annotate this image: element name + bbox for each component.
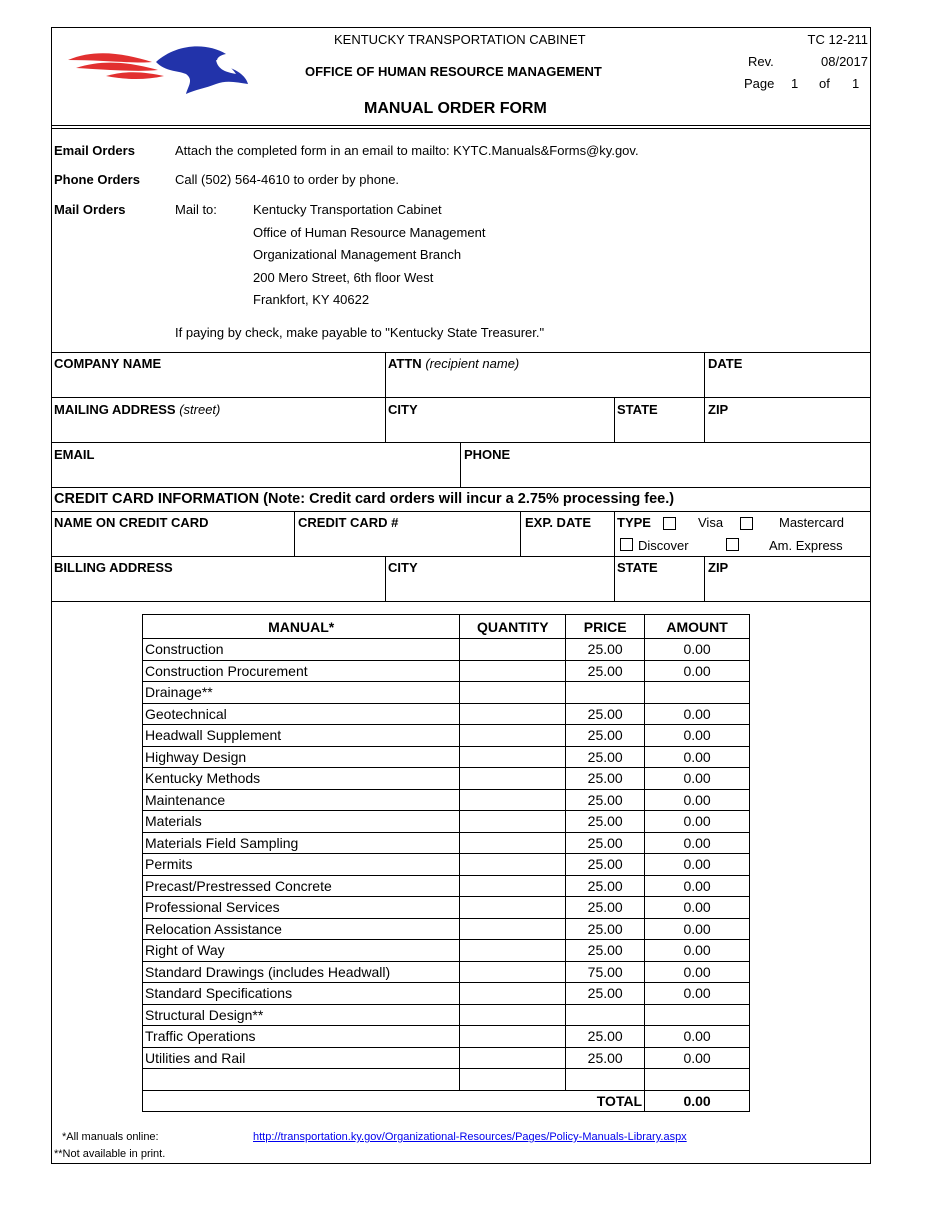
price-cell: 25.00 <box>566 768 645 790</box>
quantity-input-cell[interactable] <box>460 875 566 897</box>
price-cell: 25.00 <box>566 918 645 940</box>
grid-line <box>460 442 461 487</box>
table-row <box>143 1069 750 1091</box>
amount-cell <box>645 682 750 704</box>
table-row <box>143 875 750 897</box>
state-field[interactable]: STATE <box>617 402 658 417</box>
manual-name-cell: Construction <box>143 639 460 661</box>
attn-label: ATTN <box>388 356 422 371</box>
grid-line <box>51 397 871 398</box>
table-row <box>143 768 750 790</box>
price-cell <box>566 682 645 704</box>
header-divider <box>51 125 871 126</box>
grid-line <box>704 556 705 601</box>
grid-line <box>51 487 871 488</box>
total-row <box>143 1090 750 1112</box>
billing-state-field[interactable]: STATE <box>617 560 658 575</box>
kytc-logo-icon <box>66 40 250 96</box>
mail-to-label: Mail to: <box>175 202 217 217</box>
manual-name-cell: Construction Procurement <box>143 660 460 682</box>
discover-label: Discover <box>638 538 689 553</box>
attn-note: (recipient name) <box>425 356 520 371</box>
billing-city-field[interactable]: CITY <box>388 560 418 575</box>
grid-line <box>385 556 386 601</box>
amount-cell: 0.00 <box>645 639 750 661</box>
email-field[interactable]: EMAIL <box>54 447 95 462</box>
price-cell: 25.00 <box>566 725 645 747</box>
grid-line <box>704 352 705 442</box>
manual-name-cell: Utilities and Rail <box>143 1047 460 1069</box>
mastercard-label: Mastercard <box>779 515 845 530</box>
mail-orders-label: Mail Orders <box>54 202 126 217</box>
amount-cell: 0.00 <box>645 768 750 790</box>
grid-line <box>51 511 871 512</box>
quantity-input-cell[interactable] <box>460 918 566 940</box>
manual-column-header: MANUAL* <box>143 615 460 639</box>
price-cell: 25.00 <box>566 1047 645 1069</box>
check-note: If paying by check, make payable to "Kentucky State Treasurer." <box>175 325 545 340</box>
address-line: Organizational Management Branch <box>253 247 462 262</box>
price-cell <box>566 1004 645 1026</box>
table-row <box>143 961 750 983</box>
manual-name-cell: Kentucky Methods <box>143 768 460 790</box>
mailing-address-label: MAILING ADDRESS <box>54 402 176 417</box>
amount-cell: 0.00 <box>645 1026 750 1048</box>
table-row <box>143 983 750 1005</box>
amount-cell: 0.00 <box>645 983 750 1005</box>
agency-name: KENTUCKY TRANSPORTATION CABINET <box>334 32 586 47</box>
of-label: of <box>819 76 830 91</box>
amount-column-header: AMOUNT <box>645 615 750 639</box>
table-row <box>143 854 750 876</box>
amount-cell: 0.00 <box>645 703 750 725</box>
quantity-input-cell[interactable] <box>460 639 566 661</box>
quantity-input-cell[interactable] <box>460 768 566 790</box>
phone-orders-text: Call (502) 564-4610 to order by phone. <box>175 172 400 187</box>
grid-line <box>385 352 386 442</box>
price-cell: 25.00 <box>566 811 645 833</box>
online-note: *All manuals online: <box>62 1131 159 1143</box>
price-cell: 25.00 <box>566 875 645 897</box>
name-on-card-field[interactable]: NAME ON CREDIT CARD <box>54 515 209 530</box>
amount-cell: 0.00 <box>645 725 750 747</box>
amount-cell: 0.00 <box>645 918 750 940</box>
quantity-input-cell[interactable] <box>460 682 566 704</box>
quantity-input-cell[interactable] <box>460 832 566 854</box>
mailing-address-note: (street) <box>179 402 221 417</box>
price-cell: 25.00 <box>566 983 645 1005</box>
manual-name-cell: Standard Specifications <box>143 983 460 1005</box>
office-name: OFFICE OF HUMAN RESOURCE MANAGEMENT <box>305 64 602 79</box>
visa-label: Visa <box>698 515 724 530</box>
manual-name-cell: Maintenance <box>143 789 460 811</box>
table-row <box>143 746 750 768</box>
table-row <box>143 789 750 811</box>
table-row <box>143 660 750 682</box>
company-name-field[interactable]: COMPANY NAME <box>54 356 162 371</box>
manual-name-cell: Standard Drawings (includes Headwall) <box>143 961 460 983</box>
page-number: 1 <box>791 76 799 91</box>
discover-checkbox[interactable] <box>620 538 633 551</box>
amount-cell: 0.00 <box>645 961 750 983</box>
zip-field[interactable]: ZIP <box>708 402 729 417</box>
table-row <box>143 682 750 704</box>
table-row <box>143 832 750 854</box>
amount-cell: 0.00 <box>645 940 750 962</box>
amount-cell <box>645 1004 750 1026</box>
quantity-input-cell[interactable] <box>460 854 566 876</box>
grid-line <box>51 442 871 443</box>
table-row <box>143 639 750 661</box>
quantity-column-header: QUANTITY <box>460 615 566 639</box>
price-cell: 25.00 <box>566 1026 645 1048</box>
city-field[interactable]: CITY <box>388 402 418 417</box>
price-cell: 25.00 <box>566 703 645 725</box>
mailing-address-field[interactable] <box>54 402 220 417</box>
quantity-input-cell[interactable] <box>460 1069 566 1091</box>
quantity-input-cell[interactable] <box>460 961 566 983</box>
phone-orders-label: Phone Orders <box>54 172 140 187</box>
quantity-input-cell[interactable] <box>460 703 566 725</box>
amount-cell: 0.00 <box>645 746 750 768</box>
table-header-row <box>143 615 750 639</box>
price-cell: 25.00 <box>566 746 645 768</box>
manual-name-cell <box>143 1069 460 1091</box>
manuals-library-link[interactable]: http://transportation.ky.gov/Organizational-Resources/Pages/Policy-Manuals-Library.aspx <box>253 1131 687 1143</box>
amount-cell: 0.00 <box>645 789 750 811</box>
manual-name-cell: Drainage** <box>143 682 460 704</box>
amount-cell <box>645 1069 750 1091</box>
rev-date: 08/2017 <box>821 54 868 69</box>
print-note: **Not available in print. <box>54 1148 166 1160</box>
manual-name-cell: Geotechnical <box>143 703 460 725</box>
table-row <box>143 1026 750 1048</box>
grid-line <box>51 352 871 353</box>
amount-cell: 0.00 <box>645 811 750 833</box>
page-title: MANUAL ORDER FORM <box>364 100 547 117</box>
manual-name-cell: Traffic Operations <box>143 1026 460 1048</box>
rev-label: Rev. <box>748 54 774 69</box>
quantity-input-cell[interactable] <box>460 1026 566 1048</box>
header-divider-2 <box>51 128 871 129</box>
address-line: Frankfort, KY 40622 <box>253 292 370 307</box>
address-line: Office of Human Resource Management <box>253 225 486 240</box>
price-cell: 25.00 <box>566 639 645 661</box>
card-number-field[interactable]: CREDIT CARD # <box>298 515 399 530</box>
address-line: Kentucky Transportation Cabinet <box>253 202 442 217</box>
grid-line <box>51 601 871 602</box>
manual-name-cell: Headwall Supplement <box>143 725 460 747</box>
visa-checkbox[interactable] <box>663 517 676 530</box>
table-row <box>143 1004 750 1026</box>
price-cell: 25.00 <box>566 789 645 811</box>
grid-line <box>294 511 295 556</box>
manual-name-cell: Professional Services <box>143 897 460 919</box>
quantity-input-cell[interactable] <box>460 660 566 682</box>
manual-name-cell: Relocation Assistance <box>143 918 460 940</box>
amount-cell: 0.00 <box>645 1047 750 1069</box>
manual-name-cell: Right of Way <box>143 940 460 962</box>
manual-name-cell: Structural Design** <box>143 1004 460 1026</box>
table-row <box>143 897 750 919</box>
amex-label: Am. Express <box>769 538 843 553</box>
price-cell: 25.00 <box>566 832 645 854</box>
quantity-input-cell[interactable] <box>460 725 566 747</box>
quantity-input-cell[interactable] <box>460 811 566 833</box>
price-cell: 25.00 <box>566 940 645 962</box>
manual-name-cell: Highway Design <box>143 746 460 768</box>
billing-address-field[interactable]: BILLING ADDRESS <box>54 560 173 575</box>
email-orders-label: Email Orders <box>54 143 135 158</box>
price-cell: 25.00 <box>566 897 645 919</box>
card-type-label: TYPE <box>617 515 651 530</box>
page-label: Page <box>744 76 775 91</box>
manual-name-cell: Materials <box>143 811 460 833</box>
quantity-input-cell[interactable] <box>460 983 566 1005</box>
address-line: 200 Mero Street, 6th floor West <box>253 270 434 285</box>
total-label: TOTAL <box>143 1090 645 1112</box>
manuals-table <box>142 614 750 1112</box>
table-row <box>143 918 750 940</box>
billing-zip-field[interactable]: ZIP <box>708 560 729 575</box>
quantity-input-cell[interactable] <box>460 1004 566 1026</box>
page-total: 1 <box>852 76 860 91</box>
amount-cell: 0.00 <box>645 897 750 919</box>
grid-line <box>614 511 615 601</box>
table-row <box>143 811 750 833</box>
total-value: 0.00 <box>645 1090 750 1112</box>
manual-name-cell: Materials Field Sampling <box>143 832 460 854</box>
amount-cell: 0.00 <box>645 875 750 897</box>
price-cell: 25.00 <box>566 660 645 682</box>
date-field[interactable]: DATE <box>708 356 743 371</box>
table-row <box>143 1047 750 1069</box>
quantity-input-cell[interactable] <box>460 1047 566 1069</box>
amount-cell: 0.00 <box>645 854 750 876</box>
phone-field[interactable]: PHONE <box>464 447 511 462</box>
table-row <box>143 703 750 725</box>
attn-field[interactable] <box>388 356 519 371</box>
quantity-input-cell[interactable] <box>460 897 566 919</box>
price-cell <box>566 1069 645 1091</box>
manual-name-cell: Permits <box>143 854 460 876</box>
exp-date-field[interactable]: EXP. DATE <box>525 515 591 530</box>
grid-line <box>520 511 521 556</box>
quantity-input-cell[interactable] <box>460 789 566 811</box>
amount-cell: 0.00 <box>645 832 750 854</box>
grid-line <box>614 397 615 442</box>
quantity-input-cell[interactable] <box>460 746 566 768</box>
grid-line <box>51 556 871 557</box>
table-row <box>143 725 750 747</box>
mastercard-checkbox[interactable] <box>740 517 753 530</box>
table-row <box>143 940 750 962</box>
quantity-input-cell[interactable] <box>460 940 566 962</box>
amount-cell: 0.00 <box>645 660 750 682</box>
manual-name-cell: Precast/Prestressed Concrete <box>143 875 460 897</box>
price-cell: 25.00 <box>566 854 645 876</box>
credit-card-heading: CREDIT CARD INFORMATION (Note: Credit card orders will incur a 2.75% processing fee.) <box>54 491 675 507</box>
price-cell: 75.00 <box>566 961 645 983</box>
amex-checkbox[interactable] <box>726 538 739 551</box>
price-column-header: PRICE <box>566 615 645 639</box>
form-number: TC 12-211 <box>807 32 868 47</box>
email-orders-text: Attach the completed form in an email to mailto: KYTC.Manuals&Forms@ky.gov. <box>175 143 639 158</box>
